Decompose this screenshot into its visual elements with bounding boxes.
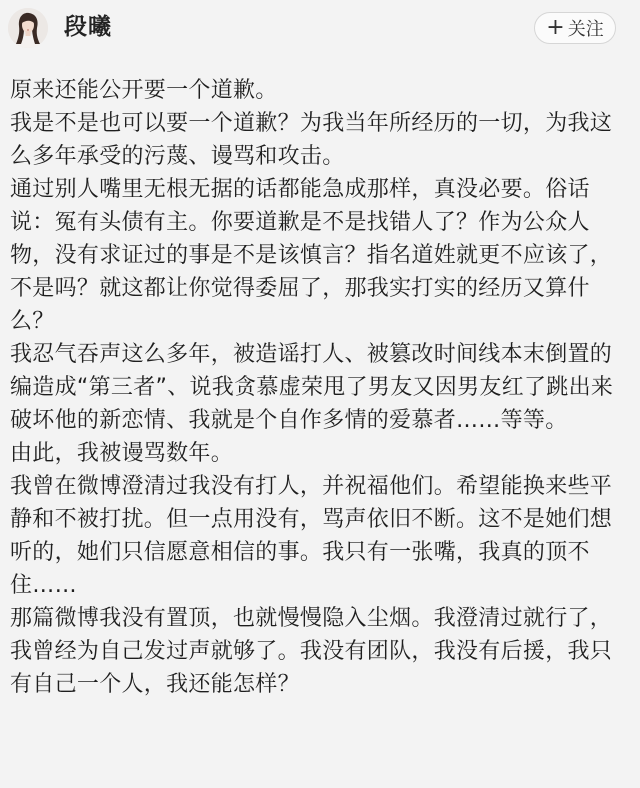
follow-button[interactable] xyxy=(534,12,616,44)
post-paragraph: 原来还能公开要一个道歉。 xyxy=(10,78,278,103)
avatar-image xyxy=(8,8,48,48)
post-content xyxy=(10,74,634,701)
post-paragraph: 我是不是也可以要一个道歉？为我当年所经历的一切，为我这么多年承受的污蔑、谩骂和攻击。 xyxy=(10,111,613,169)
post-paragraph: 我曾在微博澄清过我没有打人，并祝福他们。希望能换来些平静和不被打扰。但一点用没有，骂声依旧不断。这不是她们想听的，她们只信愿意相信的事。我只有一张嘴，我真的顶不住…… xyxy=(10,474,613,598)
plus-icon: + xyxy=(546,15,565,40)
post-header xyxy=(0,0,640,60)
post-paragraph: 我忍气吞声这么多年，被造谣打人、被篡改时间线本末倒置的编造成“第三者”、说我贪慕虚荣甩了男友又因男友红了跳出来破坏他的新恋情、我就是个自作多情的爱慕者……等等。 xyxy=(10,342,614,433)
avatar[interactable] xyxy=(8,8,48,48)
post-paragraph: 由此，我被谩骂数年。 xyxy=(10,441,234,466)
follow-label: 关注 xyxy=(567,19,604,40)
username[interactable]: 段曦 xyxy=(64,14,112,40)
post-paragraph: 通过别人嘴里无根无据的话都能急成那样，真没必要。俗话说：冤有头债有主。你要道歉是不是找错人了？作为公众人物，没有求证过的事是不是该慎言？指名道姓就更不应该了，不是吗？就这都让你觉得委屈了，那我实打实的经历又算什么？ xyxy=(10,177,613,334)
post-paragraph: 那篇微博我没有置顶，也就慢慢隐入尘烟。我澄清过就行了，我曾经为自己发过声就够了。我没有团队，我没有后援，我只有自己一个人，我还能怎样？ xyxy=(10,606,613,697)
